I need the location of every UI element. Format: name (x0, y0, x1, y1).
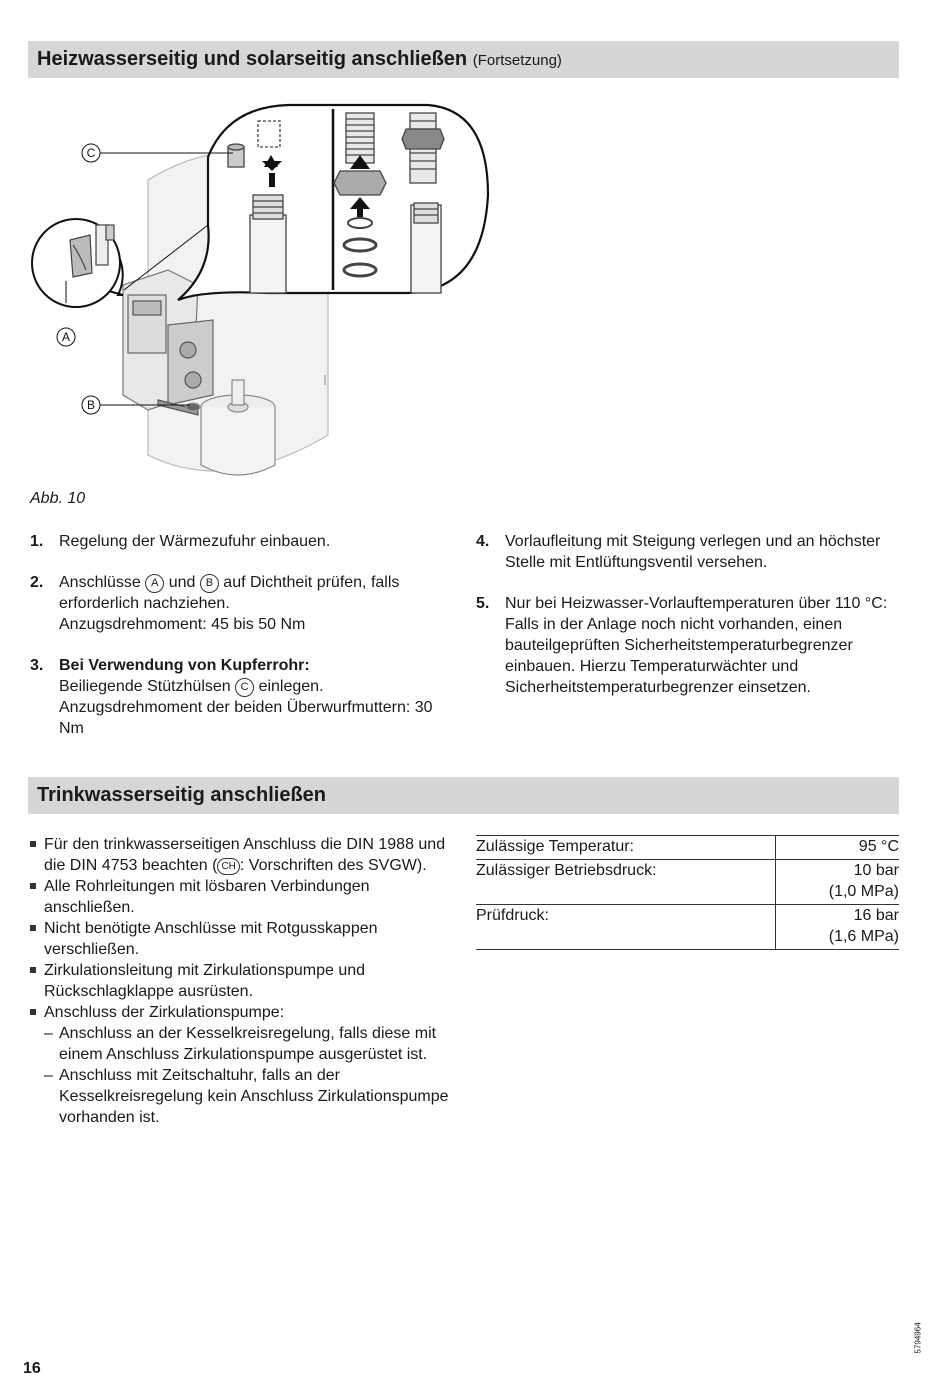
step-bold-text: Bei Verwendung von Kupferrohr: (59, 657, 310, 674)
text-part: auf Dichtheit prüfen, falls erforderlich nachziehen. (59, 574, 400, 612)
list-item-text: Zirkulationsleitung mit Zirkulationspumpe und Rückschlagklappe ausrüsten. (44, 962, 366, 1000)
section-title-suffix: (Fortsetzung) (472, 52, 562, 69)
spec-table (476, 835, 899, 950)
section-header-heizwasser (28, 41, 899, 78)
spec-value-secondary: (1,6 MPa) (828, 928, 899, 945)
table-row (476, 836, 899, 860)
bullet-square (30, 1009, 36, 1015)
spec-label: Prüfdruck: (476, 905, 776, 950)
spec-label: Zulässiger Betriebsdruck: (476, 860, 776, 905)
text-part: einlegen. (254, 678, 324, 695)
step-text: Vorlaufleitung mit Steigung verlegen und an höchster Stelle mit Entlüftungsventil versehen. (505, 533, 881, 571)
text-part: und (164, 574, 200, 591)
list-item (30, 918, 450, 960)
section-header-trinkwasser (28, 777, 899, 814)
section-title (37, 41, 890, 79)
dash-marker: – (44, 1025, 53, 1042)
spec-value (776, 836, 900, 860)
document-number: 5794964 (913, 1322, 923, 1354)
step-2 (30, 572, 450, 635)
spec-label: Zulässige Temperatur: (476, 836, 776, 860)
steps-left (30, 531, 450, 759)
step-number: 3. (30, 657, 44, 674)
circle-label-c: C (235, 678, 254, 697)
step-text-2: Falls in der Anlage noch nicht vorhanden, einen bauteilgeprüften Sicherheitstemperaturbegrenzer einbauen. Hierzu Temperaturwächter und Sicherheitstemperaturbegrenzer einsetzen. (505, 616, 853, 696)
bullet-square (30, 925, 36, 931)
step-text: Nur bei Heizwasser-Vorlauftemperaturen über 110 °C: (505, 595, 888, 612)
list-item-text: Anschluss an der Kesselkreisregelung, falls diese mit einem Anschluss Zirkulationspumpe ausgerüstet ist. (59, 1025, 437, 1063)
list-item (30, 876, 450, 918)
step-number: 1. (30, 533, 44, 550)
figure-label-c: C (86, 146, 96, 160)
list-item-text: Anschluss der Zirkulationspumpe: (44, 1004, 285, 1021)
step-number: 5. (476, 595, 490, 612)
bullet-list (30, 834, 450, 1128)
step-1 (30, 531, 450, 552)
step-3 (30, 655, 450, 739)
sub-list-item (30, 1065, 450, 1128)
step-torque: Anzugsdrehmoment der beiden Überwurfmuttern: 30 Nm (59, 699, 433, 737)
dash-marker: – (44, 1067, 53, 1084)
text-part: Anschlüsse (59, 574, 146, 591)
circle-label-b: B (200, 574, 219, 593)
step-4 (476, 531, 896, 573)
list-item-text: Anschluss mit Zeitschaltuhr, falls an der Kesselkreisregelung kein Anschluss Zirkulationspumpe vorhanden ist. (59, 1067, 449, 1126)
page-number: 16 (23, 1360, 41, 1377)
step-heading (59, 655, 450, 676)
list-item (30, 1002, 450, 1023)
step-text (59, 572, 450, 614)
table-row (476, 905, 899, 950)
step-torque: Anzugsdrehmoment: 45 bis 50 Nm (59, 616, 306, 633)
section-title: Trinkwasserseitig anschließen (37, 784, 327, 806)
figure-label-b: B (86, 398, 96, 412)
spec-value-primary: 95 °C (858, 838, 899, 855)
figure-label-a: A (61, 330, 71, 344)
steps-right (476, 531, 896, 718)
circle-label-a: A (145, 574, 164, 593)
section-title-text: Heizwasserseitig und solarseitig anschließen (37, 48, 468, 70)
table-row (476, 860, 899, 905)
figure-caption: Abb. 10 (30, 490, 86, 507)
step-number: 4. (476, 533, 490, 550)
list-item (30, 834, 450, 876)
spec-value-primary: 10 bar (853, 862, 899, 879)
bullet-square (30, 967, 36, 973)
list-item-text: Nicht benötigte Anschlüsse mit Rotgusskappen verschließen. (44, 920, 378, 958)
ch-country-icon: CH (217, 858, 239, 875)
spec-value-primary: 16 bar (853, 907, 899, 924)
spec-value (776, 905, 900, 950)
step-text (59, 676, 450, 697)
text-part: Für den trinkwasserseitigen Anschluss die DIN 1988 und die DIN 4753 beachten ( (44, 836, 446, 874)
text-part: Beiliegende Stützhülsen (59, 678, 236, 695)
step-number: 2. (30, 574, 44, 591)
step-5 (476, 593, 896, 698)
spec-value-secondary: (1,0 MPa) (828, 883, 899, 900)
bullet-square (30, 841, 36, 847)
sub-list-item (30, 1023, 450, 1065)
step-text: Regelung der Wärmezufuhr einbauen. (59, 533, 331, 550)
list-item-text: Alle Rohrleitungen mit lösbaren Verbindungen anschließen. (44, 878, 370, 916)
list-item (30, 960, 450, 1002)
text-part: : Vorschriften des SVGW). (239, 857, 427, 874)
bullet-square (30, 883, 36, 889)
installation-figure (28, 95, 508, 485)
spec-value (776, 860, 900, 905)
